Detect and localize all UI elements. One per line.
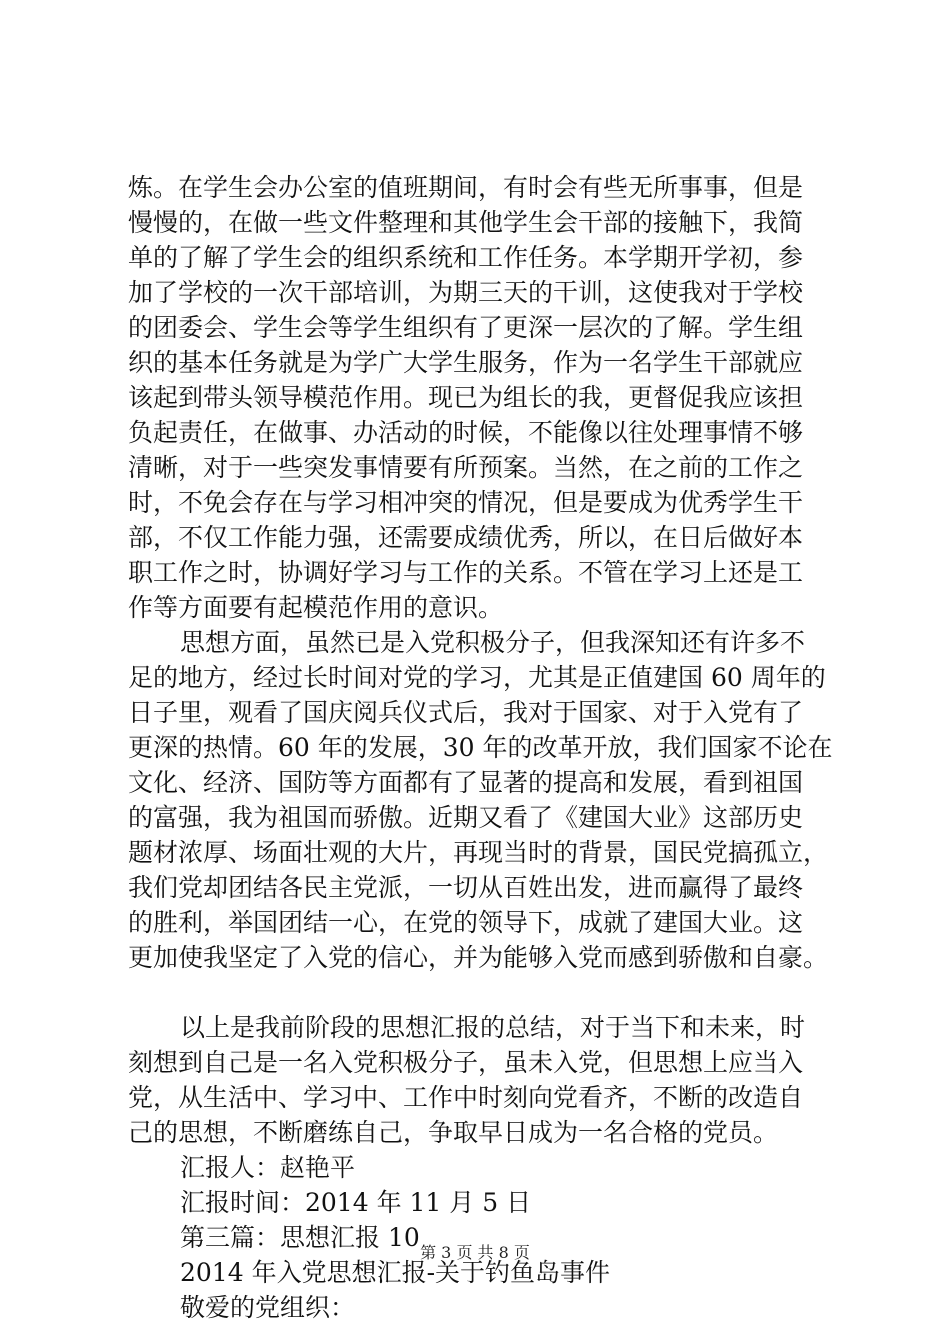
- text-line: 部，不仅工作能力强，还需要成绩优秀，所以，在日后做好本: [128, 523, 804, 552]
- text-line: 时，不免会存在与学习相冲突的情况，但是要成为优秀学生干: [128, 488, 804, 517]
- reporter-line: 汇报人：赵艳平: [180, 1153, 356, 1182]
- section-title: 第三篇：思想汇报 10: [180, 1223, 420, 1252]
- text-line: 己的思想，不断磨练自己，争取早日成为一名合格的党员。: [128, 1118, 779, 1147]
- text-line: 更深的热情。60 年的发展，30 年的改革开放，我们国家不论在: [128, 733, 833, 762]
- text-line: 的团委会、学生会等学生组织有了更深一层次的了解。学生组: [128, 313, 804, 342]
- text-line: 作等方面要有起模范作用的意识。: [128, 593, 504, 622]
- text-line: 文化、经济、国防等方面都有了显著的提高和发展，看到祖国: [128, 768, 804, 797]
- paragraph-spacer: [128, 975, 848, 1010]
- text-line: 职工作之时，协调好学习与工作的关系。不管在学习上还是工: [128, 558, 804, 587]
- text-line: 单的了解了学生会的组织系统和工作任务。本学期开学初，参: [128, 243, 804, 272]
- page-number-footer: 第 3 页 共 8 页: [420, 1243, 530, 1262]
- text-line: 织的基本任务就是为学广大学生服务，作为一名学生干部就应: [128, 348, 804, 377]
- text-line: 该起到带头领导模范作用。现已为组长的我，更督促我应该担: [128, 383, 804, 412]
- paragraph-summary: [128, 1010, 848, 1150]
- text-line: 加了学校的一次干部培训，为期三天的干训，这使我对于学校: [128, 278, 804, 307]
- text-line: 的胜利，举国团结一心，在党的领导下，成就了建国大业。这: [128, 908, 804, 937]
- text-line: 的富强，我为祖国而骄傲。近期又看了《建国大业》这部历史: [128, 803, 804, 832]
- document-body: [128, 170, 848, 1325]
- text-line: 清晰，对于一些突发事情要有所预案。当然，在之前的工作之: [128, 453, 804, 482]
- text-line: 刻想到自己是一名入党积极分子，虽未入党，但思想上应当入: [128, 1048, 804, 1077]
- text-line: 党，从生活中、学习中、工作中时刻向党看齐，不断的改造自: [128, 1083, 804, 1112]
- text-line: 我们党却团结各民主党派，一切从百姓出发，进而赢得了最终: [128, 873, 804, 902]
- text-line: 思想方面，虽然已是入党积极分子，但我深知还有许多不: [180, 628, 806, 657]
- paragraph-ideology: [128, 625, 848, 975]
- text-line: 慢慢的，在做一些文件整理和其他学生会干部的接触下，我简: [128, 208, 804, 237]
- text-line: 更加使我坚定了入党的信心，并为能够入党而感到骄傲和自豪。: [128, 943, 829, 972]
- text-line: 以上是我前阶段的思想汇报的总结，对于当下和未来，时: [180, 1013, 806, 1042]
- salutation-line: 敬爱的党组织：: [180, 1293, 356, 1322]
- text-line: 足的地方，经过长时间对党的学习，尤其是正值建国 60 周年的: [128, 663, 826, 692]
- paragraph-work-experience: [128, 170, 848, 625]
- text-line: 炼。在学生会办公室的值班期间，有时会有些无所事事，但是: [128, 173, 804, 202]
- text-line: 日子里，观看了国庆阅兵仪式后，我对于国家、对于入党有了: [128, 698, 804, 727]
- text-line: 题材浓厚、场面壮观的大片，再现当时的背景，国民党搞孤立，: [128, 838, 829, 867]
- text-line: 负起责任，在做事、办活动的时候，不能像以往处理事情不够: [128, 418, 804, 447]
- report-date-line: 汇报时间：2014 年 11 月 5 日: [180, 1188, 532, 1217]
- article-title: 2014 年入党思想汇报-关于钓鱼岛事件: [180, 1258, 611, 1287]
